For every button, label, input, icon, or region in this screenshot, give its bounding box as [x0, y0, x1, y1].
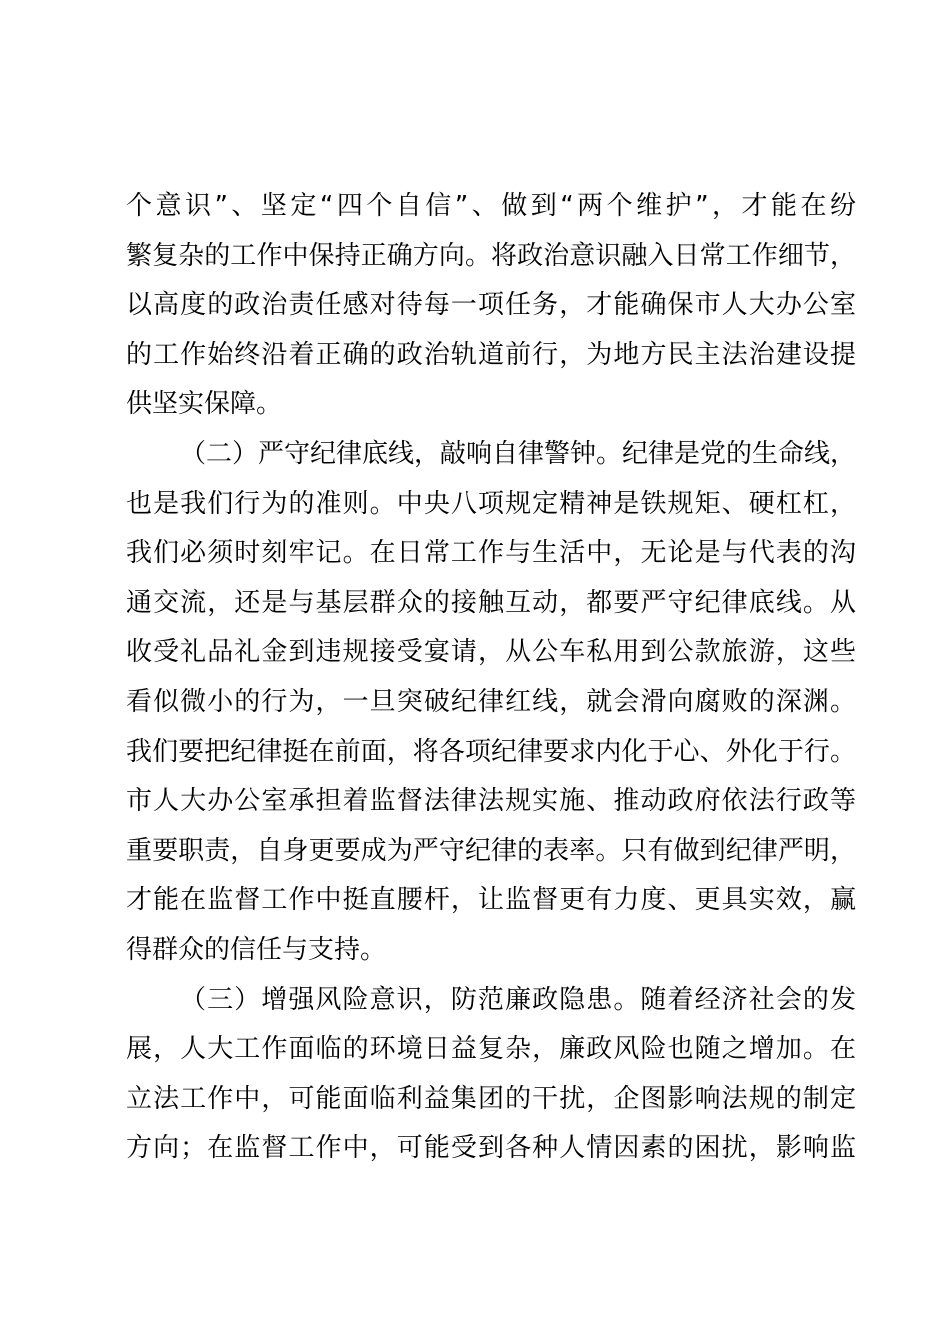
- paragraph-heading-line: （三）增强风险意识，防范廉政隐患。随着经济社会的发: [180, 984, 856, 1015]
- text-line: 通交流，还是与基层群众的接触互动，都要严守纪律底线。从: [126, 587, 856, 618]
- text-line: 也是我们行为的准则。中央八项规定精神是铁规矩、硬杠杠，: [126, 488, 856, 519]
- text-line: 方向；在监督工作中，可能受到各种人情因素的困扰，影响监: [126, 1133, 856, 1164]
- text-line: 我们必须时刻牢记。在日常工作与生活中，无论是与代表的沟: [126, 538, 856, 569]
- text-line: 供坚实保障。: [126, 389, 283, 420]
- text-line: 我们要把纪律挺在前面，将各项纪律要求内化于心、外化于行。: [126, 736, 856, 767]
- document-body: [126, 182, 856, 1174]
- text-line: 的工作始终沿着正确的政治轨道前行，为地方民主法治建设提: [126, 339, 856, 370]
- paragraph-heading-line: （二）严守纪律底线，敲响自律警钟。纪律是党的生命线，: [180, 438, 856, 469]
- text-line: 看似微小的行为，一旦突破纪律红线，就会滑向腐败的深渊。: [126, 686, 856, 717]
- text-line: 重要职责，自身更要成为严守纪律的表率。只有做到纪律严明，: [126, 835, 856, 866]
- text-line: 个意识”、坚定“四个自信”、做到“两个维护”，才能在纷: [126, 191, 856, 221]
- text-line: 市人大办公室承担着监督法律法规实施、推动政府依法行政等: [126, 786, 856, 817]
- text-line: 得群众的信任与支持。: [126, 934, 387, 965]
- text-line: 以高度的政治责任感对待每一项任务，才能确保市人大办公室: [126, 290, 856, 321]
- text-line: 展，人大工作面临的环境日益复杂，廉政风险也随之增加。在: [126, 1034, 856, 1065]
- text-line: 繁复杂的工作中保持正确方向。将政治意识融入日常工作细节，: [126, 240, 856, 271]
- text-line: 收受礼品礼金到违规接受宴请，从公车私用到公款旅游，这些: [126, 637, 856, 668]
- text-line: 才能在监督工作中挺直腰杆，让监督更有力度、更具实效，赢: [126, 885, 856, 916]
- text-line: 立法工作中，可能面临利益集团的干扰，企图影响法规的制定: [126, 1083, 856, 1114]
